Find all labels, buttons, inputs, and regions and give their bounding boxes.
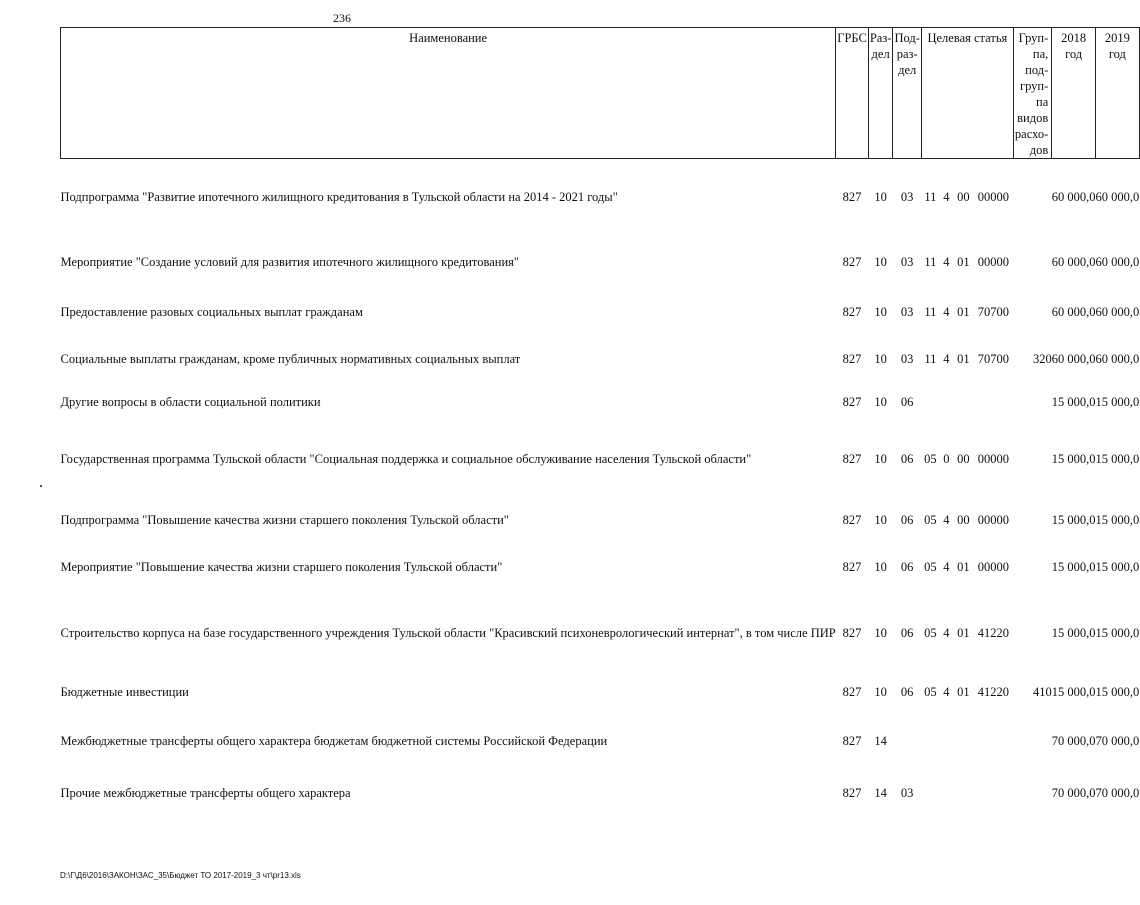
row-target <box>921 709 1013 773</box>
target-event: 01 <box>957 351 970 366</box>
row-2019: 60 000,0 <box>1095 304 1140 319</box>
row-razdel: 10 <box>874 684 887 699</box>
row-2019: 15 000,0 <box>1095 559 1140 574</box>
row-group: 410 <box>1033 684 1052 699</box>
row-grbs: 827 <box>842 684 862 699</box>
target-direction: 70700 <box>977 351 1010 366</box>
row-group <box>1013 543 1051 591</box>
target-direction: 70700 <box>977 304 1010 319</box>
row-grbs: 827 <box>842 451 862 466</box>
row-name: Социальные выплаты гражданам, кроме публичных нормативных социальных выплат <box>60 351 521 366</box>
table-row <box>61 543 1140 591</box>
table-row <box>61 159 1140 235</box>
row-razdel: 10 <box>874 254 887 269</box>
table-body <box>61 159 1140 813</box>
row-target <box>921 773 1013 813</box>
row-grbs: 827 <box>842 351 862 366</box>
row-podrazdel: 06 <box>900 512 914 527</box>
file-path-footer: D:\Г\Д6\2016\ЗАКОН\ЗАС_35\Бюджет ТО 2017-2019_3 чт\pr13.xls <box>60 871 301 880</box>
header-group: Груп-па, под-груп-па видов расхо-дов <box>1013 28 1051 159</box>
header-razdel: Раз-дел <box>868 28 893 159</box>
row-podrazdel <box>893 709 921 773</box>
row-group <box>1013 289 1051 335</box>
target-program: 11 <box>924 189 937 204</box>
row-razdel: 10 <box>874 559 887 574</box>
target-direction: 00000 <box>977 451 1010 466</box>
row-2018: 15 000,0 <box>1051 394 1096 409</box>
row-podrazdel: 03 <box>900 254 914 269</box>
target-program: 05 <box>924 559 937 574</box>
row-group <box>1013 591 1051 675</box>
row-group: 320 <box>1033 351 1052 366</box>
row-group <box>1013 709 1051 773</box>
target-subprogram: 4 <box>943 684 950 699</box>
row-razdel: 14 <box>874 733 887 748</box>
row-podrazdel: 03 <box>900 189 914 204</box>
target-event: 01 <box>957 684 970 699</box>
header-2019: 2019 год <box>1096 28 1140 159</box>
row-grbs: 827 <box>842 189 862 204</box>
target-program: 11 <box>924 254 937 269</box>
row-razdel: 14 <box>874 785 887 800</box>
header-name: Наименование <box>61 28 836 159</box>
target-program: 05 <box>924 684 937 699</box>
row-2018: 15 000,0 <box>1051 512 1096 527</box>
row-name: Подпрограмма "Развитие ипотечного жилищного кредитования в Тульской области на 2014 - 2021 годы" <box>60 189 618 204</box>
row-target <box>921 543 1013 591</box>
row-2018: 15 000,0 <box>1051 625 1096 640</box>
row-target <box>921 497 1013 543</box>
target-subprogram: 4 <box>943 351 950 366</box>
table-header-row <box>61 28 1140 159</box>
table-row <box>61 235 1140 289</box>
target-event: 01 <box>957 254 970 269</box>
table-row <box>61 289 1140 335</box>
row-2018: 70 000,0 <box>1051 733 1096 748</box>
row-target <box>921 159 1013 235</box>
row-podrazdel: 03 <box>900 785 914 800</box>
target-subprogram: 4 <box>943 512 950 527</box>
scan-speck <box>40 485 42 487</box>
row-2018: 15 000,0 <box>1051 559 1096 574</box>
header-podrazdel: Под-раз-дел <box>893 28 921 159</box>
target-subprogram: 4 <box>943 559 950 574</box>
row-name: Межбюджетные трансферты общего характера бюджетам бюджетной системы Российской Федерации <box>60 733 608 748</box>
row-name: Мероприятие "Повышение качества жизни старшего поколения Тульской области" <box>60 559 503 574</box>
row-name: Строительство корпуса на базе государственного учреждения Тульской области "Красивский психоневрологический интернат", в том числе ПИР <box>60 625 836 640</box>
row-razdel: 10 <box>874 189 887 204</box>
target-event: 00 <box>957 189 970 204</box>
row-target <box>921 383 1013 421</box>
target-direction: 41220 <box>977 625 1010 640</box>
row-2018: 60 000,0 <box>1051 189 1096 204</box>
row-name: Подпрограмма "Повышение качества жизни старшего поколения Тульской области" <box>60 512 509 527</box>
row-name: Предоставление разовых социальных выплат гражданам <box>60 304 363 319</box>
table-row <box>61 709 1140 773</box>
target-program: 11 <box>924 304 937 319</box>
row-target <box>921 591 1013 675</box>
row-2018: 15 000,0 <box>1051 684 1096 699</box>
row-grbs: 827 <box>842 394 862 409</box>
row-group <box>1013 773 1051 813</box>
row-razdel: 10 <box>874 351 887 366</box>
target-program: 11 <box>924 351 937 366</box>
table-row <box>61 675 1140 709</box>
row-podrazdel: 06 <box>900 625 914 640</box>
row-target <box>921 421 1013 497</box>
target-event: 01 <box>957 559 970 574</box>
table-row <box>61 773 1140 813</box>
row-2019: 15 000,0 <box>1095 512 1140 527</box>
target-subprogram: 4 <box>943 625 950 640</box>
row-2019: 60 000,0 <box>1095 351 1140 366</box>
target-direction: 00000 <box>977 512 1010 527</box>
row-grbs: 827 <box>842 304 862 319</box>
row-name: Прочие межбюджетные трансферты общего характера <box>60 785 351 800</box>
row-2019: 15 000,0 <box>1095 625 1140 640</box>
row-grbs: 827 <box>842 559 862 574</box>
row-razdel: 10 <box>874 394 887 409</box>
row-2018: 15 000,0 <box>1051 451 1096 466</box>
row-podrazdel: 06 <box>900 559 914 574</box>
row-2018: 70 000,0 <box>1051 785 1096 800</box>
row-group <box>1013 421 1051 497</box>
target-subprogram: 4 <box>943 189 950 204</box>
row-razdel: 10 <box>874 304 887 319</box>
target-event: 01 <box>957 304 970 319</box>
row-target <box>921 675 1013 709</box>
target-event: 00 <box>957 512 970 527</box>
row-grbs: 827 <box>842 512 862 527</box>
row-2018: 60 000,0 <box>1051 254 1096 269</box>
target-event: 00 <box>957 451 970 466</box>
row-target <box>921 335 1013 383</box>
row-podrazdel: 03 <box>900 304 914 319</box>
row-2018: 60 000,0 <box>1051 304 1096 319</box>
table-row <box>61 335 1140 383</box>
row-target <box>921 235 1013 289</box>
row-group <box>1013 383 1051 421</box>
row-2019: 70 000,0 <box>1095 785 1140 800</box>
row-name: Другие вопросы в области социальной политики <box>60 394 321 409</box>
target-subprogram: 0 <box>943 451 950 466</box>
row-2019: 70 000,0 <box>1095 733 1140 748</box>
target-direction: 00000 <box>977 254 1010 269</box>
target-event: 01 <box>957 625 970 640</box>
table-row <box>61 591 1140 675</box>
row-grbs: 827 <box>842 733 862 748</box>
row-2019: 60 000,0 <box>1095 254 1140 269</box>
row-2019: 15 000,0 <box>1095 394 1140 409</box>
row-razdel: 10 <box>874 625 887 640</box>
header-target: Целевая статья <box>921 28 1013 159</box>
target-subprogram: 4 <box>943 254 950 269</box>
row-group <box>1013 497 1051 543</box>
row-name: Государственная программа Тульской области "Социальная поддержка и социальное обслуживание населения Тульской области" <box>60 451 752 466</box>
target-program: 05 <box>924 512 937 527</box>
target-program: 05 <box>924 451 937 466</box>
row-group <box>1013 235 1051 289</box>
row-podrazdel: 06 <box>900 684 914 699</box>
row-razdel: 10 <box>874 451 887 466</box>
row-grbs: 827 <box>842 254 862 269</box>
row-2019: 15 000,0 <box>1095 451 1140 466</box>
budget-table <box>60 27 1140 813</box>
row-podrazdel: 06 <box>900 451 914 466</box>
table-row <box>61 497 1140 543</box>
page-number: 236 <box>333 11 351 25</box>
target-program: 05 <box>924 625 937 640</box>
target-direction: 41220 <box>977 684 1010 699</box>
row-name: Мероприятие "Создание условий для развития ипотечного жилищного кредитования" <box>60 254 519 269</box>
row-group <box>1013 159 1051 235</box>
row-grbs: 827 <box>842 785 862 800</box>
row-podrazdel: 06 <box>900 394 914 409</box>
target-subprogram: 4 <box>943 304 950 319</box>
header-grbs: ГРБС <box>836 28 869 159</box>
target-direction: 00000 <box>977 189 1010 204</box>
row-podrazdel: 03 <box>900 351 914 366</box>
row-grbs: 827 <box>842 625 862 640</box>
row-2019: 15 000,0 <box>1095 684 1140 699</box>
table-row <box>61 421 1140 497</box>
header-2018: 2018 год <box>1052 28 1096 159</box>
table-row <box>61 383 1140 421</box>
row-target <box>921 289 1013 335</box>
row-name: Бюджетные инвестиции <box>60 684 189 699</box>
target-direction: 00000 <box>977 559 1010 574</box>
row-razdel: 10 <box>874 512 887 527</box>
row-2018: 60 000,0 <box>1051 351 1096 366</box>
row-2019: 60 000,0 <box>1095 189 1140 204</box>
